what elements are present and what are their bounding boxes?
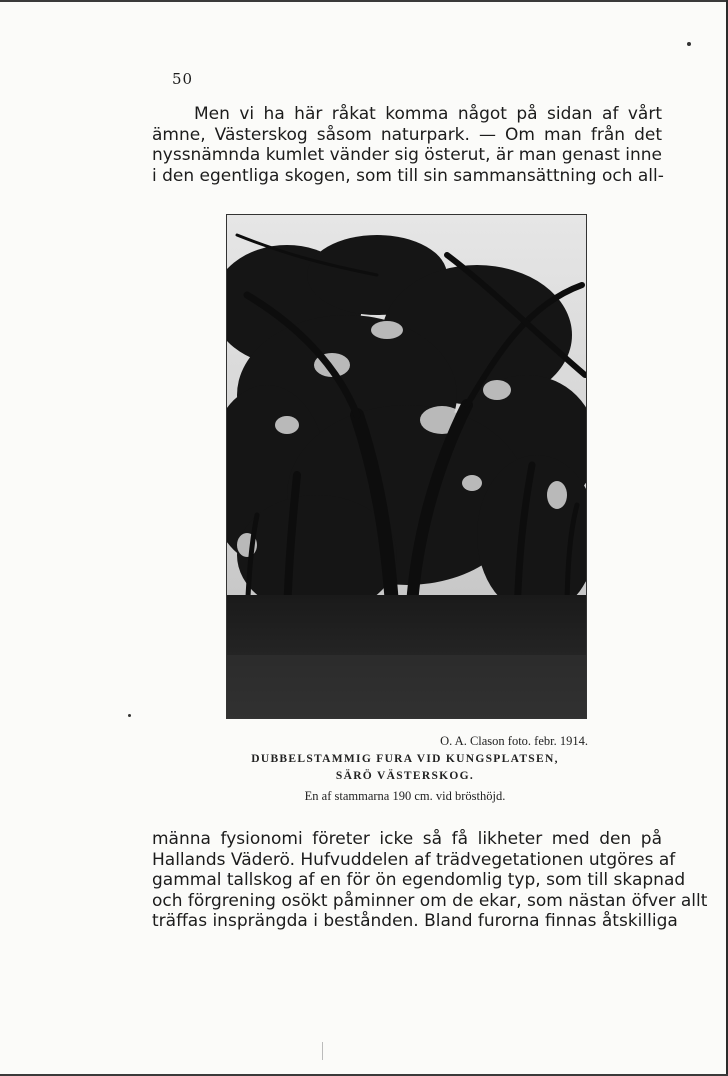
photograph-image [227,215,586,718]
paragraph-1-line: Men vi ha här råkat komma något på sidan af vårt [194,104,662,124]
tree-photograph [226,214,587,719]
paragraph-2 [152,829,708,932]
print-speck [128,714,131,717]
paragraph-1-line: i den egentliga skogen, som till sin sammansättning och all- [152,165,664,186]
page-number: 50 [172,70,194,88]
paragraph-2-line: gammal tallskog af en för ön egendomlig typ, som till skapnad [152,870,686,890]
caption-subtitle: En af stammarna 190 cm. vid brösthöjd. [304,789,506,803]
paragraph-1-line: ämne, Västerskog såsom naturpark. — Om man från det [152,124,662,145]
gutter-mark [322,1042,323,1060]
paragraph-1 [152,104,662,186]
caption-title-line-1: DUBBELSTAMMIG FURA VID KUNGSPLATSEN, [251,753,559,765]
paragraph-1-line: nyssnämnda kumlet vänder sig österut, är man genast inne [152,145,662,165]
paragraph-2-line: och förgrening osökt påminner om de ekar, som nästan öfver allt [152,890,708,911]
print-speck [687,42,691,46]
photo-credit: O. A. Clason foto. febr. 1914. [440,734,588,748]
paragraph-2-line: träffas insprängda i bestånden. Bland furorna finnas åtskilliga [152,911,678,931]
paragraph-2-line: männa fysionomi företer icke så få likheter med den på [152,829,662,849]
paragraph-2-line: Hallands Väderö. Hufvuddelen af trädvegetationen utgöres af [152,849,676,870]
page-edge-top [0,0,728,2]
caption-title-line-2: SÄRÖ VÄSTERSKOG. [335,770,475,782]
